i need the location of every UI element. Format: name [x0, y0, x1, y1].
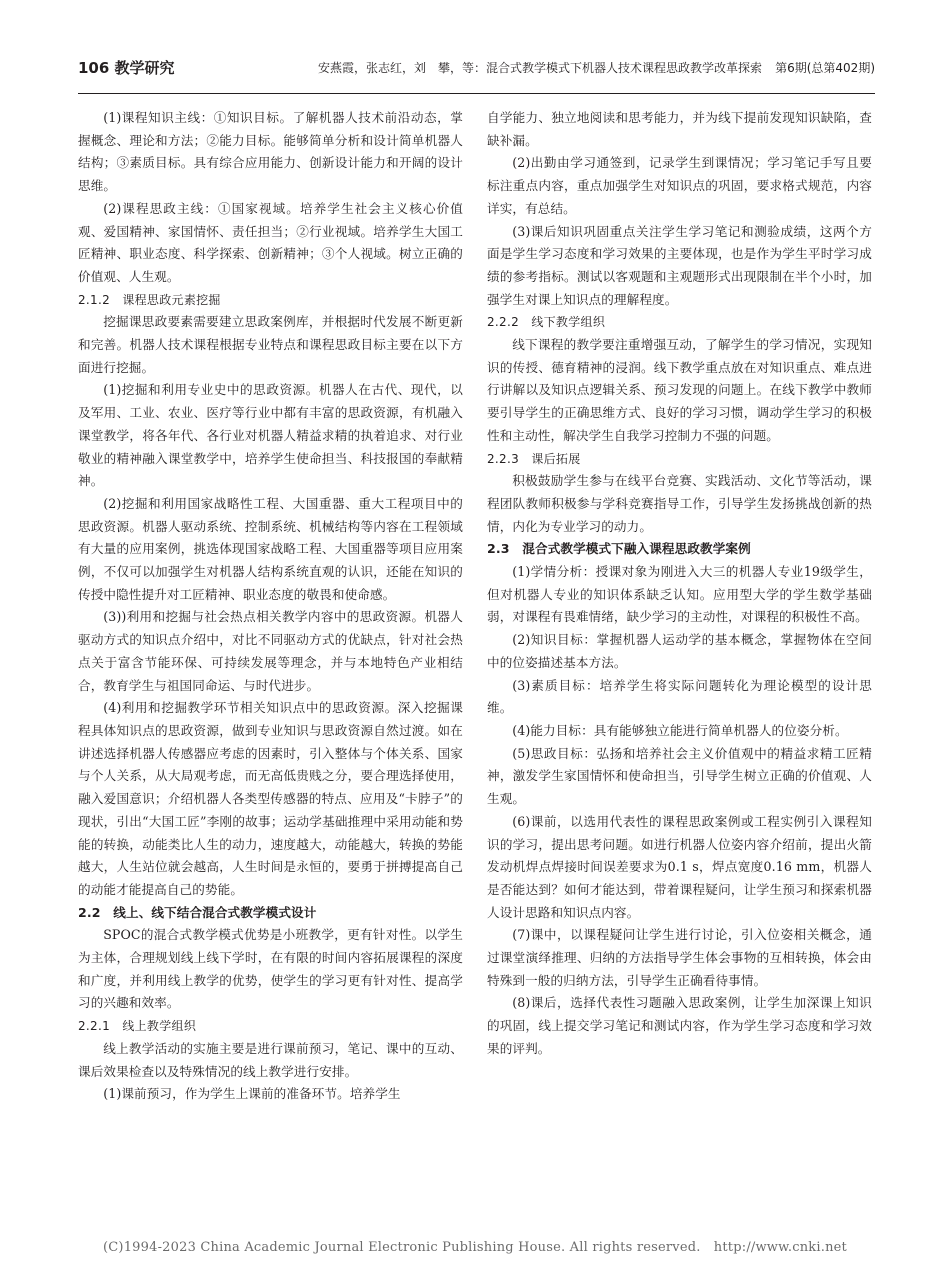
right-column — [487, 107, 872, 1061]
section-heading-2-2-3: 2.2.3 课后拓展 — [487, 451, 581, 466]
paragraph: (1)学情分析：授课对象为刚进入大三的机器人专业19级学生，但对机器人专业的知识体系缺乏认知。应用型大学的学生数学基础弱，对课程有畏难情绪，缺少学习的主动性，对课程的积极性不高。 — [487, 564, 872, 625]
paragraph: (5)思政目标：弘扬和培养社会主义价值观中的精益求精工匠精神，激发学生家国情怀和使命担当，引导学生树立正确的价值观、人生观。 — [487, 745, 872, 807]
paragraph: SPOC的混合式教学模式优势是小班教学，更有针对性。以学生为主体，合理规划线上线下学时，在有限的时间内容拓展课程的深度和广度，并利用线上教学的优势，使学生的学习更有针对性、提高学习的兴趣和效率。 — [78, 927, 463, 1011]
section-heading-2-3: 2.3 混合式教学模式下融入课程思政教学案例 — [487, 541, 751, 557]
issue-number: 第6期(总第402期) — [775, 61, 875, 75]
page-number-journal-section: 106 教学研究 — [78, 59, 175, 77]
paragraph: (2)出勤由学习通签到，记录学生到课情况；学习笔记手写且要标注重点内容，重点加强学生对知识点的巩固，要求格式规范，内容详实，有总结。 — [487, 155, 872, 216]
paragraph: 线上教学活动的实施主要是进行课前预习，笔记、课中的互动、课后效果检查以及特殊情况的线上教学进行安排。 — [78, 1040, 463, 1079]
section-heading-2-2-1: 2.2.1 线上教学组织 — [78, 1019, 197, 1034]
paragraph: (3))利用和挖掘与社会热点相关教学内容中的思政资源。机器人驱动方式的知识点介绍中，对比不同驱动方式的优缺点，针对社会热点关于富含节能环保、可持续发展等理念，并与本地特色产业相结合，教育学生与祖国同命运、与时代进步。 — [78, 609, 463, 693]
paragraph: (6)课前，以选用代表性的课程思政案例或工程实例引入课程知识的学习，提出思考问题。如进行机器人位姿内容介绍前，提出火箭发动机焊点焊接时间误差要求为0.1 s，焊点宽度0.16 mm，机器人是否能达到？如何才能达到，带着课程疑问，让学生预习和探索机器人设计思路和知识点内容。 — [487, 813, 872, 920]
paragraph: 积极鼓励学生参与在线平台竞赛、实践活动、文化节等活动，课程团队教师积极参与学科竞赛指导工作，引导学生发扬挑战创新的热情，内化为专业学习的动力。 — [487, 473, 872, 534]
copyright-footer: (C)1994-2023 China Academic Journal Electronic Publishing House. All rights reserved. http://www.cnki.net — [103, 1240, 847, 1255]
section-heading-2-2-2: 2.2.2 线下教学组织 — [487, 315, 606, 330]
paragraph: (4)能力目标：具有能够独立能进行简单机器人的位姿分析。 — [512, 722, 848, 738]
section-heading-2-1-2: 2.1.2 课程思政元素挖掘 — [78, 292, 221, 307]
authors-article-title: 安燕霞，张志红，刘 攀，等：混合式教学模式下机器人技术课程思政教学改革探索 — [318, 61, 763, 75]
paragraph: (3)课后知识巩固重点关注学生学习笔记和测验成绩，这两个方面是学生学习态度和学习效果的主要体现，也是作为学生平时学习成绩的参考指标。测试以客观题和主观题形式出现限制在半个小时，加强学生对课上知识点的理解程度。 — [487, 223, 872, 307]
paragraph: (1)挖掘和利用专业史中的思政资源。机器人在古代、现代，以及军用、工业、农业、医疗等行业中都有丰富的思政资源，有机融入课堂教学，将各年代、各行业对机器人精益求精的执着追求、对行业敬业的精神融入课堂教学中，培养学生使命担当、科技报国的奉献精神。 — [78, 382, 463, 489]
running-header — [78, 57, 875, 81]
paragraph: (2)课程思政主线：①国家视域。培养学生社会主义核心价值观、爱国精神、家国情怀、责任担当；②行业视域。培养学生大国工匠精神、职业态度、科学探索、创新精神；③个人视域。树立正确的价值观、人生观。 — [78, 200, 463, 284]
paragraph: (1)课程知识主线：①知识目标。了解机器人技术前沿动态，掌握概念、理论和方法；②能力目标。能够简单分析和设计简单机器人结构；③素质目标。具有综合应用能力、创新设计能力和开阔的设计思维。 — [78, 110, 463, 194]
section-heading-2-2: 2.2 线上、线下结合混合式教学模式设计 — [78, 904, 317, 920]
paragraph: (1)课前预习，作为学生上课前的准备环节。培养学生 — [103, 1086, 401, 1102]
paragraph: (3)素质目标：培养学生将实际问题转化为理论模型的设计思维。 — [487, 677, 872, 716]
paragraph: 线下课程的教学要注重增强互动，了解学生的学习情况，实现知识的传授、德育精神的浸润。线下教学重点放在对知识重点、难点进行讲解以及知识点逻辑关系、预习发现的问题上。在线下教学中教师要引导学生的正确思维方式、良好的学习习惯，调动学生学习的积极性和主动性，解决学生自我学习控制力不强的问题。 — [487, 337, 872, 443]
header-divider — [78, 93, 875, 94]
paragraph: (2)挖掘和利用国家战略性工程、大国重器、重大工程项目中的思政资源。机器人驱动系统、控制系统、机械结构等内容在工程领域有大量的应用案例，挑选体现国家战略工程、大国重器等项目应用案例，不仅可以加强学生对机器人结构系统直观的认识，还能在知识的传授中隐性提升对工匠精神、职业态度的敬畏和使命感。 — [78, 495, 463, 602]
paragraph: (2)知识目标：掌握机器人运动学的基本概念，掌握物体在空间中的位姿描述基本方法。 — [487, 632, 872, 670]
paragraph: (8)课后，选择代表性习题融入思政案例，让学生加深课上知识的巩固，线上提交学习笔记和测试内容，作为学生学习态度和学习效果的评判。 — [487, 995, 872, 1056]
paragraph: (7)课中，以课程疑问让学生进行讨论，引入位姿相关概念，通过课堂演绎推理、归纳的方法指导学生体会事物的互相转换，体会由特殊到一般的归纳方法，引导学生正确看待事情。 — [487, 927, 872, 988]
paragraph: 挖掘课思政要素需要建立思政案例库，并根据时代发展不断更新和完善。机器人技术课程根据专业特点和课程思政目标主要在以下方面进行挖掘。 — [78, 314, 463, 375]
left-column — [78, 107, 463, 1106]
paragraph: (4)利用和挖掘教学环节相关知识点中的思政资源。深入挖掘课程具体知识点的思政资源，做到专业知识与思政资源自然过渡。如在讲述选择机器人传感器应考虑的因素时，引入整体与个体关系、国家与个人关系，从大局观考虑，而无高低贵贱之分，要合理选择使用，融入爱国意识；介绍机器人各类型传感器的特点、应用及“卡脖子”的现状，引出“大国工匠”李刚的故事；运动学基础推理中采用动能和势能的转换，动能类比人生的动力，速度越大，动能越大，转换的势能越大，人生站位就会越高，人生时间是永恒的，要勇于拼搏提高自己的动能才能提高自己的势能。 — [78, 700, 463, 897]
paragraph-continued: 自学能力、独立地阅读和思考能力，并为线下提前发现知识缺陷，查缺补漏。 — [487, 110, 872, 148]
